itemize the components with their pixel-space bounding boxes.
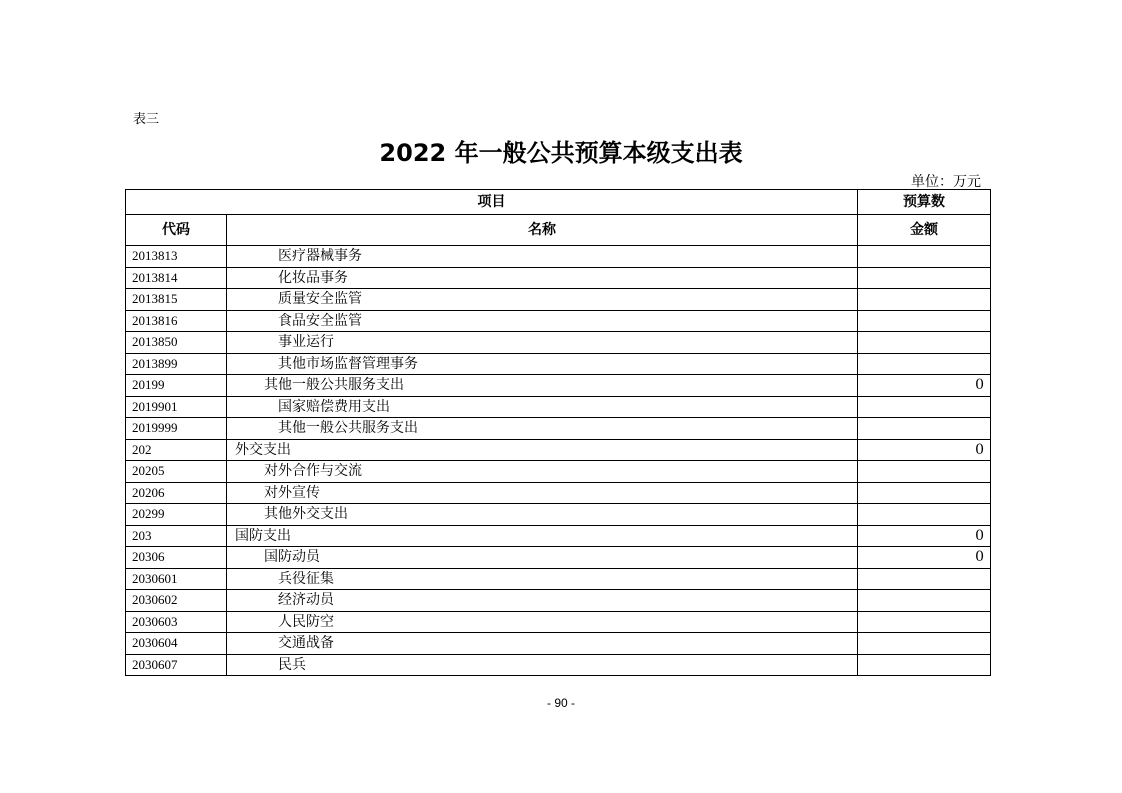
row-amount [858, 633, 991, 655]
table-row [126, 547, 991, 569]
row-code: 203 [126, 525, 227, 547]
row-code: 20299 [126, 504, 227, 526]
row-amount [858, 611, 991, 633]
row-code: 2013814 [126, 267, 227, 289]
table-row [126, 633, 991, 655]
row-name: 化妆品事务 [227, 267, 858, 289]
row-amount: 0 [858, 439, 991, 461]
row-code: 2013899 [126, 353, 227, 375]
row-code: 20206 [126, 482, 227, 504]
row-code: 2019999 [126, 418, 227, 440]
row-code: 2030603 [126, 611, 227, 633]
header-amount: 金额 [858, 215, 991, 246]
table-row [126, 482, 991, 504]
table-row [126, 504, 991, 526]
table-row [126, 439, 991, 461]
table-row [126, 568, 991, 590]
row-amount [858, 396, 991, 418]
header-code: 代码 [126, 215, 227, 246]
row-name: 其他外交支出 [227, 504, 858, 526]
row-name: 医疗器械事务 [227, 246, 858, 268]
table-row [126, 375, 991, 397]
row-code: 202 [126, 439, 227, 461]
unit-label: 单位：万元 [911, 174, 981, 190]
row-amount [858, 289, 991, 311]
row-amount [858, 504, 991, 526]
table-row [126, 461, 991, 483]
row-code: 2013813 [126, 246, 227, 268]
row-name: 其他一般公共服务支出 [227, 418, 858, 440]
table-body [126, 246, 991, 676]
row-name: 民兵 [227, 654, 858, 676]
row-code: 20205 [126, 461, 227, 483]
table-row [126, 525, 991, 547]
table-row [126, 590, 991, 612]
table-row [126, 611, 991, 633]
row-name: 国防支出 [227, 525, 858, 547]
table-label: 表三 [133, 112, 160, 127]
row-amount [858, 482, 991, 504]
table-row [126, 246, 991, 268]
row-amount [858, 461, 991, 483]
table-row [126, 654, 991, 676]
table-row [126, 332, 991, 354]
header-name: 名称 [227, 215, 858, 246]
row-name: 对外合作与交流 [227, 461, 858, 483]
table-row [126, 418, 991, 440]
page-number: - 90 - [546, 696, 575, 710]
row-name: 交通战备 [227, 633, 858, 655]
row-amount [858, 310, 991, 332]
row-code: 2030601 [126, 568, 227, 590]
table-row [126, 353, 991, 375]
row-name: 事业运行 [227, 332, 858, 354]
row-amount [858, 654, 991, 676]
row-name: 对外宣传 [227, 482, 858, 504]
row-name: 人民防空 [227, 611, 858, 633]
row-amount [858, 590, 991, 612]
row-amount [858, 332, 991, 354]
header-row-2 [126, 215, 991, 246]
row-code: 20306 [126, 547, 227, 569]
row-name: 质量安全监管 [227, 289, 858, 311]
row-amount [858, 418, 991, 440]
row-amount [858, 246, 991, 268]
budget-table [125, 189, 991, 676]
row-amount [858, 353, 991, 375]
row-name: 国家赔偿费用支出 [227, 396, 858, 418]
header-budget: 预算数 [858, 190, 991, 215]
row-code: 2013816 [126, 310, 227, 332]
header-project: 项目 [126, 190, 858, 215]
row-amount [858, 568, 991, 590]
table-row [126, 310, 991, 332]
row-code: 2030607 [126, 654, 227, 676]
row-code: 2013850 [126, 332, 227, 354]
row-code: 20199 [126, 375, 227, 397]
row-code: 2030602 [126, 590, 227, 612]
table-row [126, 289, 991, 311]
row-name: 经济动员 [227, 590, 858, 612]
row-code: 2013815 [126, 289, 227, 311]
row-amount: 0 [858, 375, 991, 397]
row-name: 其他市场监督管理事务 [227, 353, 858, 375]
row-name: 食品安全监管 [227, 310, 858, 332]
page-title: 2022 年一般公共预算本级支出表 [379, 139, 743, 167]
header-row-1 [126, 190, 991, 215]
row-amount [858, 267, 991, 289]
row-name: 其他一般公共服务支出 [227, 375, 858, 397]
row-code: 2030604 [126, 633, 227, 655]
table-row [126, 267, 991, 289]
row-amount: 0 [858, 547, 991, 569]
row-name: 兵役征集 [227, 568, 858, 590]
row-amount: 0 [858, 525, 991, 547]
table-row [126, 396, 991, 418]
row-name: 国防动员 [227, 547, 858, 569]
row-code: 2019901 [126, 396, 227, 418]
row-name: 外交支出 [227, 439, 858, 461]
